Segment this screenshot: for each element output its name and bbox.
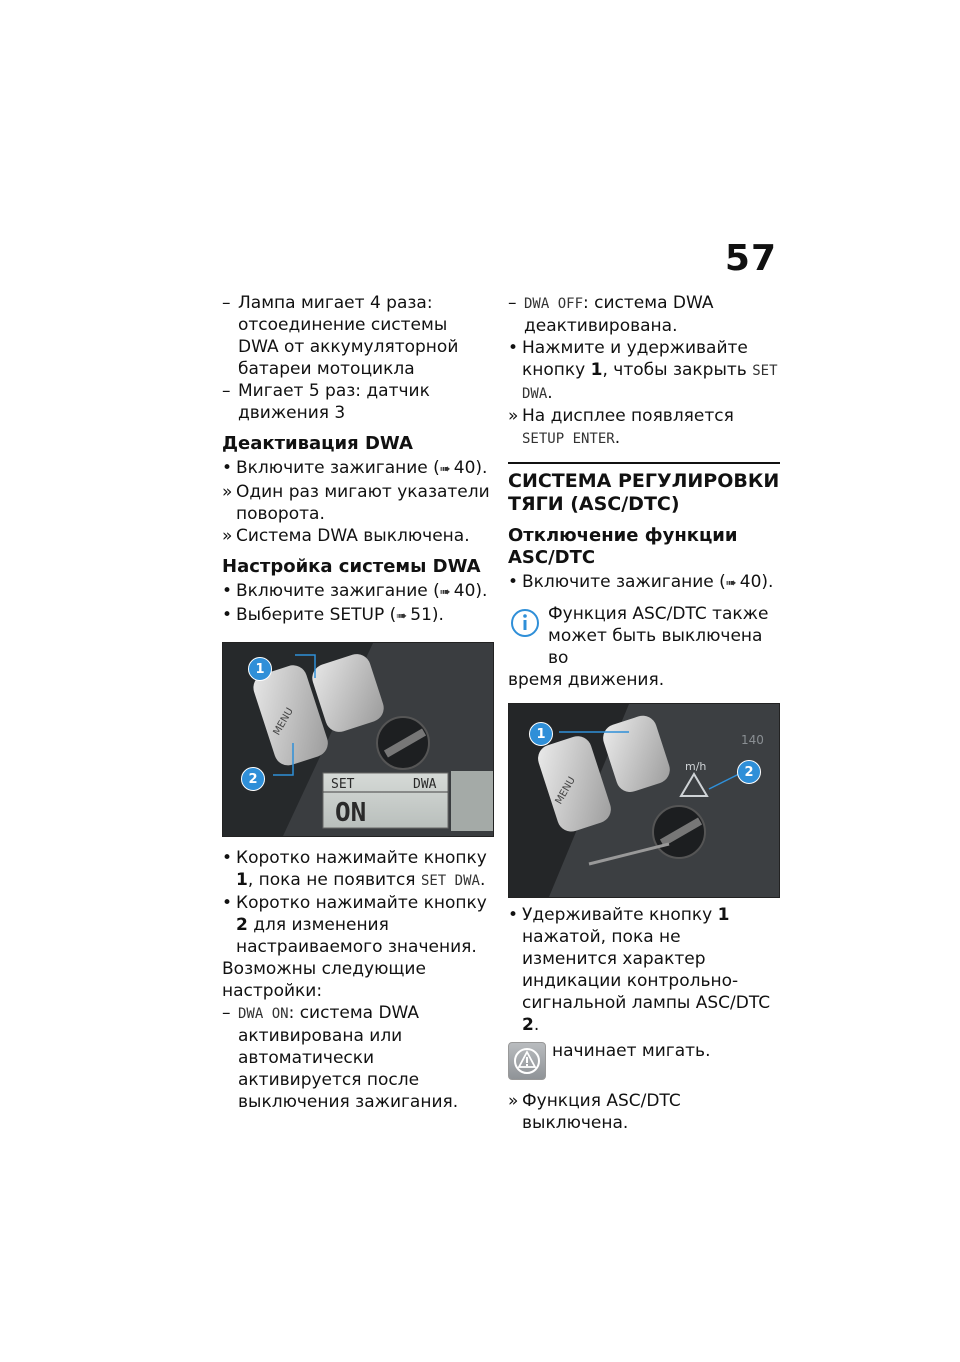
handlebar-controls-figure: [222, 642, 494, 837]
dash-item: – Лампа мигает 4 раза: отсоединение системы DWA от аккумуляторной батареи мотоцикла: [222, 293, 459, 379]
deactivation-heading: Деактивация DWA: [222, 433, 413, 454]
instruction-step: • Коротко нажимайте кнопку 1, пока не появится SET DWA.: [222, 848, 487, 890]
result-item: » Один раз мигают указатели поворота.: [222, 482, 490, 524]
result-item: » Функция ASC/DTC выключена.: [508, 1091, 681, 1133]
instruction-step: • Включите зажигание (➠ 40).: [222, 580, 492, 604]
option-item: – DWA ON: система DWA активирована или автоматически активируется после выключения зажигания.: [222, 1003, 459, 1112]
page-number: 57: [724, 238, 777, 279]
info-icon: [510, 605, 540, 641]
callout-1: 1: [248, 657, 272, 681]
callout-2: 2: [737, 760, 761, 784]
result-item: » Система DWA выключена.: [222, 526, 470, 546]
instruction-step: • Включите зажигание (➠ 40).: [222, 457, 492, 481]
page-reference-arrow-icon: ➠: [725, 576, 737, 591]
result-item: » На дисплее появляется SETUP ENTER.: [508, 406, 734, 448]
dash-item: – Мигает 5 раз: датчик движения 3: [222, 381, 430, 423]
lcd-set-text: SET: [331, 777, 355, 792]
menu-button-label: MENU: [271, 706, 296, 738]
callout-2: 2: [241, 767, 265, 791]
asc-warning-light-icon: [508, 1042, 546, 1080]
page-reference-arrow-icon: ➠: [439, 585, 451, 600]
option-item: – DWA OFF: система DWA деактивирована.: [508, 293, 714, 336]
asc-heading: Отключение функции ASC/DTC: [508, 525, 738, 568]
possible-settings-text: Возможны следующие настройки:: [222, 959, 426, 1001]
instruction-step: • Нажмите и удерживайте кнопку 1, чтобы закрыть SET DWA.: [508, 338, 778, 403]
instruction-step: • Выберите SETUP (➠ 51).: [222, 604, 492, 628]
page-reference-arrow-icon: ➠: [439, 462, 451, 477]
left-column: [222, 292, 492, 1113]
lcd-on-text: ON: [335, 798, 367, 828]
page-reference-arrow-icon: ➠: [396, 609, 408, 624]
info-note-tail: время движения.: [508, 670, 665, 690]
lcd-dwa-text: DWA: [413, 777, 437, 792]
callout-1: 1: [529, 722, 553, 746]
right-column: [508, 292, 780, 1134]
speed-unit-mark: m/h: [685, 760, 707, 773]
setup-heading: Настройка системы DWA: [222, 556, 481, 577]
section-title: СИСТЕМА РЕГУЛИРОВКИ ТЯГИ (ASC/DTC): [508, 462, 780, 516]
speed-mark-140: 140: [741, 733, 764, 747]
warning-light-note: начинает мигать.: [508, 1040, 780, 1080]
info-note: Функция ASC/DTC также может быть выключена во: [508, 603, 780, 669]
asc-controls-figure: [508, 703, 780, 898]
instruction-step: • Включите зажигание (➠ 40).: [508, 571, 780, 595]
instruction-step: • Коротко нажимайте кнопку 2 для изменения настраиваемого значения.: [222, 893, 487, 957]
instruction-step: • Удерживайте кнопку 1 нажатой, пока не изменится характер индикации контрольно-сигнальной лампы ASC/DTC 2.: [508, 905, 771, 1035]
menu-button-label: MENU: [553, 775, 578, 807]
